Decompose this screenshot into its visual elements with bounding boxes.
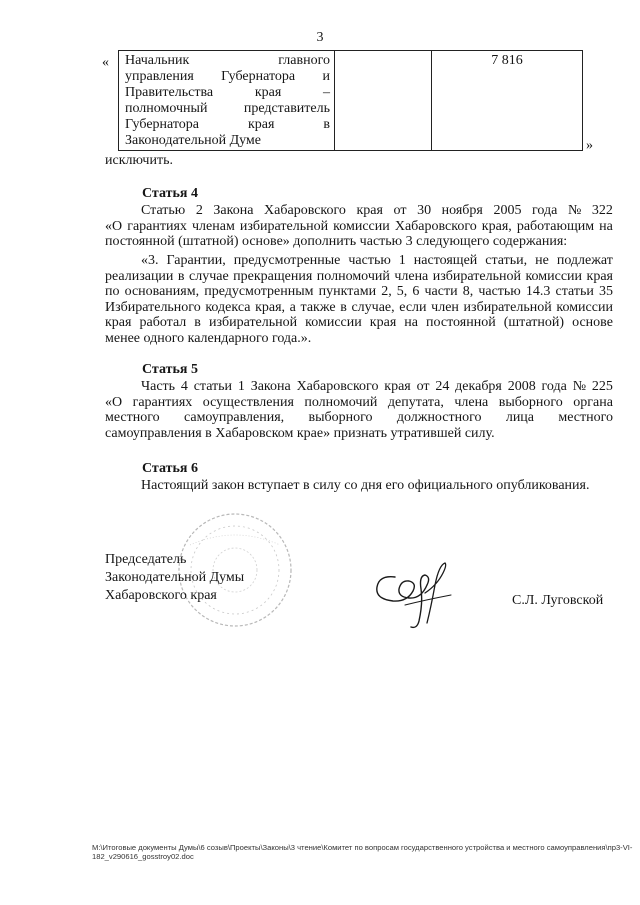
word: 2,	[381, 284, 392, 299]
word: 4	[180, 379, 188, 394]
word: главного	[278, 53, 330, 68]
word: работал	[139, 315, 187, 330]
text-line	[105, 234, 613, 250]
position-line	[125, 69, 330, 85]
word: и	[322, 69, 330, 84]
text-line	[105, 410, 613, 426]
word: избирательной	[463, 299, 552, 315]
file-path-line: М:\Итоговые документы Думы\6 созыв\Проекты\Законы\3 чтение\Комитет по вопросам государственного устройства и местного самоуправления\пр3-VI-	[92, 843, 633, 852]
file-path-line: 182_v290616_gosstroy02.doc	[92, 852, 194, 861]
word: лица	[505, 410, 535, 425]
word: «О	[105, 394, 123, 410]
text-line	[105, 203, 613, 219]
signatory-name: С.Л. Луговской	[512, 593, 604, 608]
word: края,	[255, 299, 286, 315]
text-line	[105, 315, 613, 331]
word: депутата,	[387, 394, 444, 410]
word: члена	[394, 268, 429, 284]
position-line	[125, 53, 330, 69]
word: на	[404, 315, 419, 330]
word: осуществления	[202, 394, 294, 410]
word: полномочий	[316, 268, 390, 284]
word: Гарантии,	[166, 253, 226, 268]
word: в	[194, 315, 201, 330]
word: подлежат	[556, 253, 613, 268]
table-row	[119, 51, 583, 151]
position-cell	[119, 51, 335, 151]
word: в	[340, 299, 347, 315]
text-line	[105, 379, 613, 395]
word: постоянной (штатной) основе» дополнить частью 3 следующего содержания:	[105, 234, 568, 249]
word: комиссии	[333, 218, 390, 234]
word: выборного	[498, 394, 563, 410]
page-number: 3	[316, 30, 324, 45]
text-line	[105, 253, 613, 269]
word: частью	[348, 253, 391, 268]
word: Хабаровского	[264, 203, 346, 218]
text-line	[105, 269, 613, 285]
word: 24	[435, 379, 450, 394]
word: Правительства	[125, 85, 214, 100]
signatory-title-line: Хабаровского края	[105, 588, 217, 603]
word: Часть	[141, 379, 176, 394]
word: Закона	[250, 379, 291, 394]
word: гарантиях	[127, 218, 187, 234]
word: года	[541, 379, 567, 394]
article-5-paragraph	[105, 379, 613, 441]
word: менее одного календарного года.».	[105, 330, 312, 346]
word: декабря	[455, 379, 502, 394]
word: комиссии	[556, 299, 613, 315]
table-close-quote: »	[586, 138, 593, 153]
word: Законодательной Думе	[125, 133, 262, 148]
word: пунктами	[318, 284, 377, 299]
word: в	[177, 268, 185, 284]
word: 1	[237, 379, 245, 394]
word: «О	[105, 218, 123, 234]
text-line	[105, 395, 613, 411]
word: 225	[591, 379, 613, 394]
word: Хабаровского	[394, 218, 477, 234]
file-path-footer	[92, 843, 633, 861]
value-cell: 7 816	[432, 51, 583, 151]
word: работающим	[516, 218, 595, 234]
word: края	[356, 203, 383, 218]
word: основе	[572, 315, 613, 330]
article-5-heading: Статья 5	[142, 362, 198, 377]
text-line	[105, 426, 613, 442]
article-4-heading: Статья 4	[142, 186, 198, 201]
word: в	[323, 117, 330, 132]
word: от	[393, 203, 407, 218]
word: –	[322, 85, 330, 100]
word: статьи	[555, 284, 594, 299]
word: местного	[558, 410, 613, 425]
word: предусмотренные	[233, 253, 341, 268]
word: прекращения	[233, 268, 313, 284]
signatory-title-line: Председатель	[105, 552, 187, 567]
word: 14.3	[525, 284, 551, 299]
table-open-quote: «	[102, 55, 109, 70]
text-line	[105, 300, 613, 316]
word: избирательной	[432, 268, 521, 284]
word: комиссии	[305, 315, 362, 330]
signatory-title	[105, 551, 244, 605]
word: статьи,	[485, 253, 528, 268]
word: настоящей	[413, 253, 478, 268]
word: членам	[192, 218, 235, 234]
word: члена	[454, 394, 489, 410]
word: органа	[573, 394, 613, 410]
exclude-text: исключить.	[105, 153, 173, 168]
handwritten-signature	[365, 555, 475, 635]
word: Хабаровского	[296, 379, 379, 394]
word: случае	[189, 268, 229, 284]
article-6-paragraph: Настоящий закон вступает в силу со дня его официального опубликования.	[141, 478, 590, 493]
word: края	[254, 85, 282, 100]
word: основаниям,	[124, 284, 200, 299]
word: края,	[481, 218, 512, 234]
word: полномочий	[304, 394, 378, 410]
word: по	[105, 284, 120, 299]
word: избирательной	[239, 218, 329, 234]
word: Избирательного	[105, 299, 201, 315]
word: края	[586, 268, 613, 284]
word: ноября	[441, 203, 483, 218]
position-line	[125, 117, 330, 133]
position-line	[125, 85, 330, 101]
word: если	[399, 299, 427, 315]
text-line	[105, 284, 613, 300]
word: частью	[478, 284, 521, 299]
word: представитель	[243, 101, 330, 116]
word: случае,	[351, 299, 395, 315]
word: кодекса	[205, 299, 251, 315]
word: Статью	[141, 203, 186, 218]
word: 2	[195, 203, 203, 218]
text-line	[105, 219, 613, 235]
word: 2005	[493, 203, 522, 218]
word: самоуправления в Хабаровском крае» признать утратившей силу.	[105, 425, 495, 441]
word: гарантиях	[132, 394, 193, 410]
word: а	[289, 299, 296, 315]
word: должностного	[396, 410, 482, 425]
word: местного	[105, 410, 160, 425]
word: 35	[598, 284, 613, 299]
word: №	[567, 203, 582, 218]
word: части	[424, 284, 458, 299]
word: реализации	[105, 268, 174, 284]
word: 30	[417, 203, 432, 218]
word: 2008	[507, 379, 536, 394]
word: избирательной	[208, 315, 298, 330]
word: 1	[398, 253, 406, 268]
word: 322	[591, 203, 613, 218]
article-6-heading: Статья 6	[142, 461, 198, 476]
empty-cell	[335, 51, 432, 151]
word: самоуправления,	[183, 410, 285, 425]
word: член	[431, 299, 459, 315]
word: от	[416, 379, 430, 394]
word: 8,	[462, 284, 474, 299]
word: №	[572, 379, 587, 394]
word: полномочный	[125, 101, 208, 116]
word: выборного	[308, 410, 373, 425]
text-line	[105, 331, 613, 347]
position-line	[125, 101, 330, 117]
word: на	[599, 218, 613, 234]
word: не	[535, 253, 549, 268]
word: Губернатора	[125, 117, 200, 132]
word: края	[369, 315, 397, 330]
position-line	[125, 133, 330, 149]
word: Губернатора	[221, 69, 296, 84]
word: Закона	[213, 203, 254, 218]
word: края	[105, 315, 132, 330]
word: края	[247, 117, 275, 132]
word: края	[384, 379, 411, 394]
word: статьи	[193, 379, 233, 394]
word: предусмотренным	[204, 284, 314, 299]
article-4-paragraph-1	[105, 203, 613, 250]
article-4-paragraph-2	[105, 253, 613, 346]
word: 6	[412, 284, 420, 299]
word: «3.	[141, 253, 159, 268]
word: 5,	[396, 284, 408, 299]
word: комиссии	[525, 268, 583, 284]
word: управления	[125, 69, 194, 84]
word: постоянной	[426, 315, 496, 330]
word: также	[300, 299, 336, 315]
word: года	[532, 203, 558, 218]
word: (штатной)	[503, 315, 565, 330]
position-table	[118, 50, 583, 151]
signatory-title-line: Законодательной Думы	[105, 570, 245, 585]
word: Начальник	[125, 53, 190, 68]
